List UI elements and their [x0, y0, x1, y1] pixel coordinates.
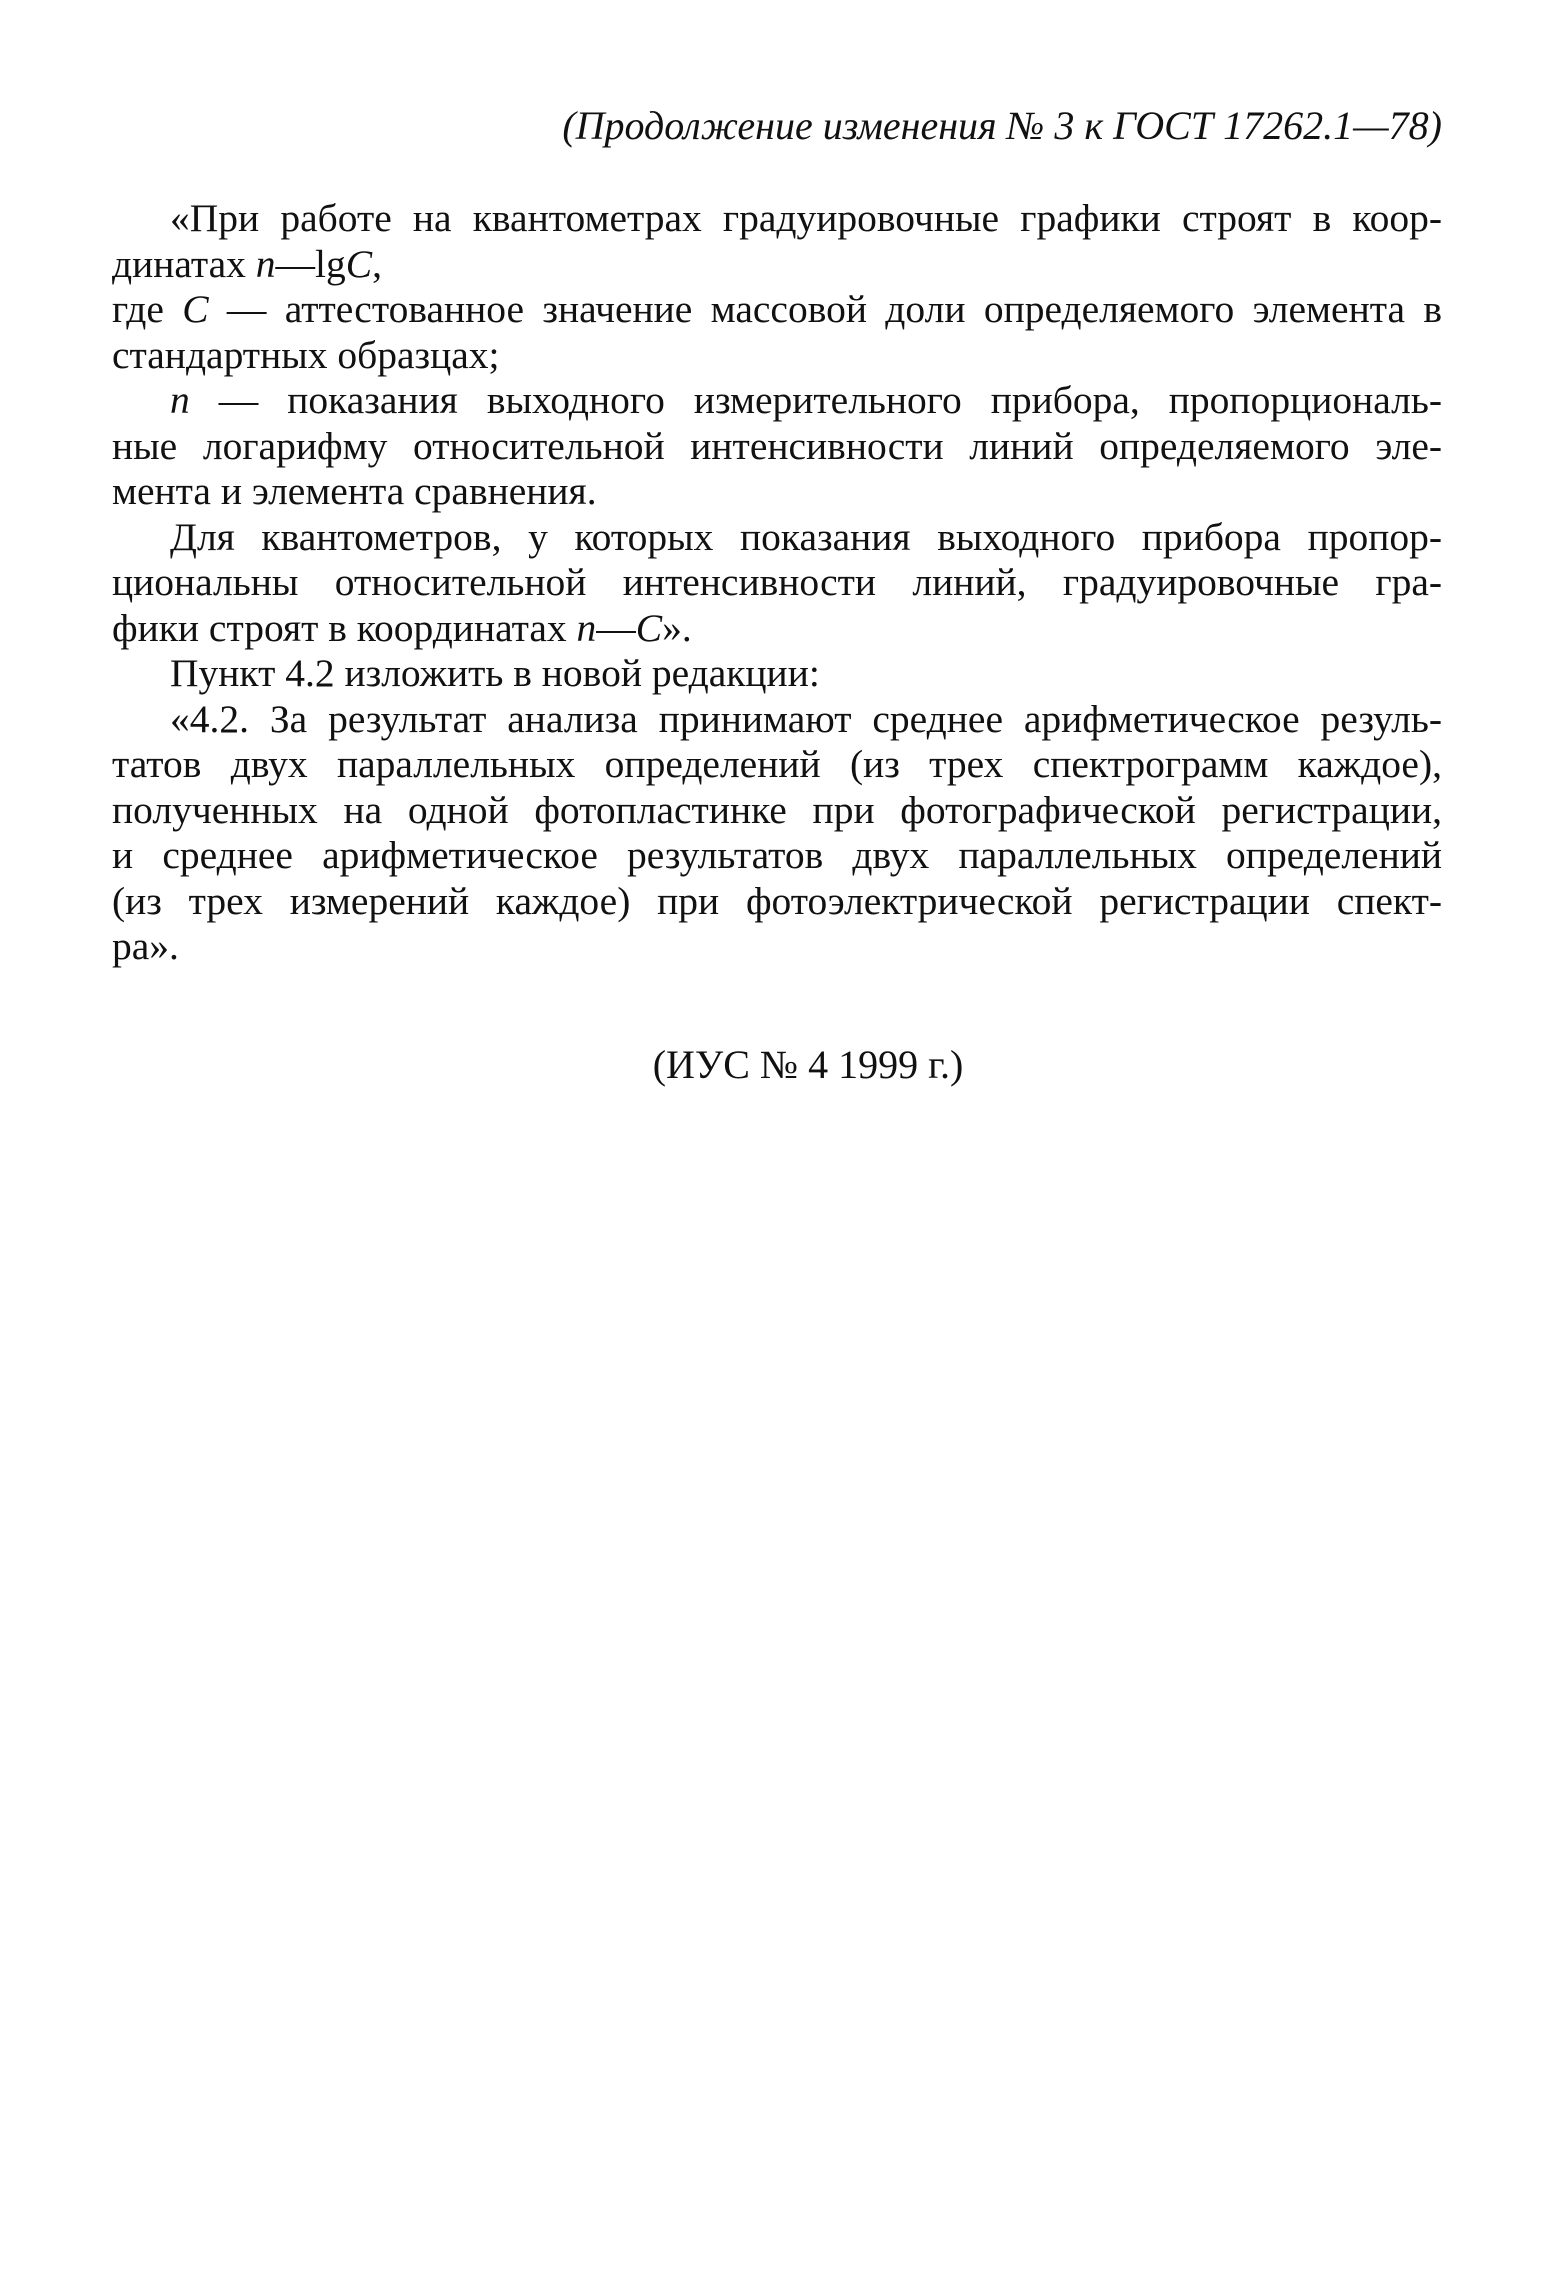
- document-page: [112, 100, 1442, 1090]
- text-line-9: циональны относительной интенсивности линий, градуировочные гра-: [112, 560, 1442, 604]
- text-line-15: и среднее арифметическое результатов двух параллельных определений: [112, 833, 1442, 877]
- math-variable-c: C: [182, 287, 209, 331]
- text-line-14: полученных на одной фотопластинке при фотографической регистрации,: [112, 787, 1442, 832]
- text-line-4: стандартных образцах;: [112, 332, 500, 377]
- text-fragment: динатах: [112, 241, 256, 286]
- continuation-header: (Продолжение изменения № 3 к ГОСТ 17262.1—78): [562, 103, 1442, 148]
- text-line-13: татов двух параллельных определений (из трех спектрограмм каждое),: [112, 742, 1442, 786]
- text-line-6: ные логарифму относительной интенсивности линий определяемого эле-: [112, 423, 1442, 468]
- text-fragment: —: [596, 605, 636, 650]
- text-line-17: ра».: [112, 924, 179, 968]
- text-line-10: [112, 606, 1442, 652]
- text-line-12: «4.2. За результат анализа принимают среднее арифметическое резуль-: [170, 696, 1442, 741]
- text-line-7: мента и элемента сравнения.: [112, 469, 597, 513]
- text-fragment: — показания выходного измерительного прибора, пропорциональ-: [189, 378, 1442, 422]
- text-line-5: [112, 378, 1442, 424]
- text-line-16: (из трех измерений каждое) при фотоэлектрической регистрации спект-: [112, 878, 1442, 923]
- text-line-11: Пункт 4.2 изложить в новой редакции:: [170, 651, 820, 695]
- text-line-8: Для квантометров, у которых показания выходного прибора пропор-: [170, 514, 1442, 559]
- math-variable-n: n: [170, 378, 190, 422]
- text-fragment: — аттестованное значение массовой доли определяемого элемента в: [208, 287, 1442, 331]
- text-line-2: [112, 242, 1442, 288]
- text-line-1: «При работе на квантометрах градуировочные графики строят в коор-: [170, 196, 1442, 240]
- text-fragment: фики строят в координатах: [112, 605, 577, 650]
- text-fragment: где: [112, 287, 183, 331]
- math-variable-n: n: [255, 241, 276, 286]
- math-variable-n: n: [576, 605, 597, 650]
- source-note: (ИУС № 4 1999 г.): [652, 1041, 964, 1087]
- math-variable-c: C: [635, 605, 663, 650]
- text-fragment: ,: [372, 241, 383, 286]
- text-fragment: —lg: [275, 241, 346, 286]
- math-variable-c: C: [345, 241, 373, 286]
- amendment-text: [112, 196, 1442, 970]
- text-fragment: ».: [662, 605, 692, 650]
- text-line-3: [112, 287, 1442, 333]
